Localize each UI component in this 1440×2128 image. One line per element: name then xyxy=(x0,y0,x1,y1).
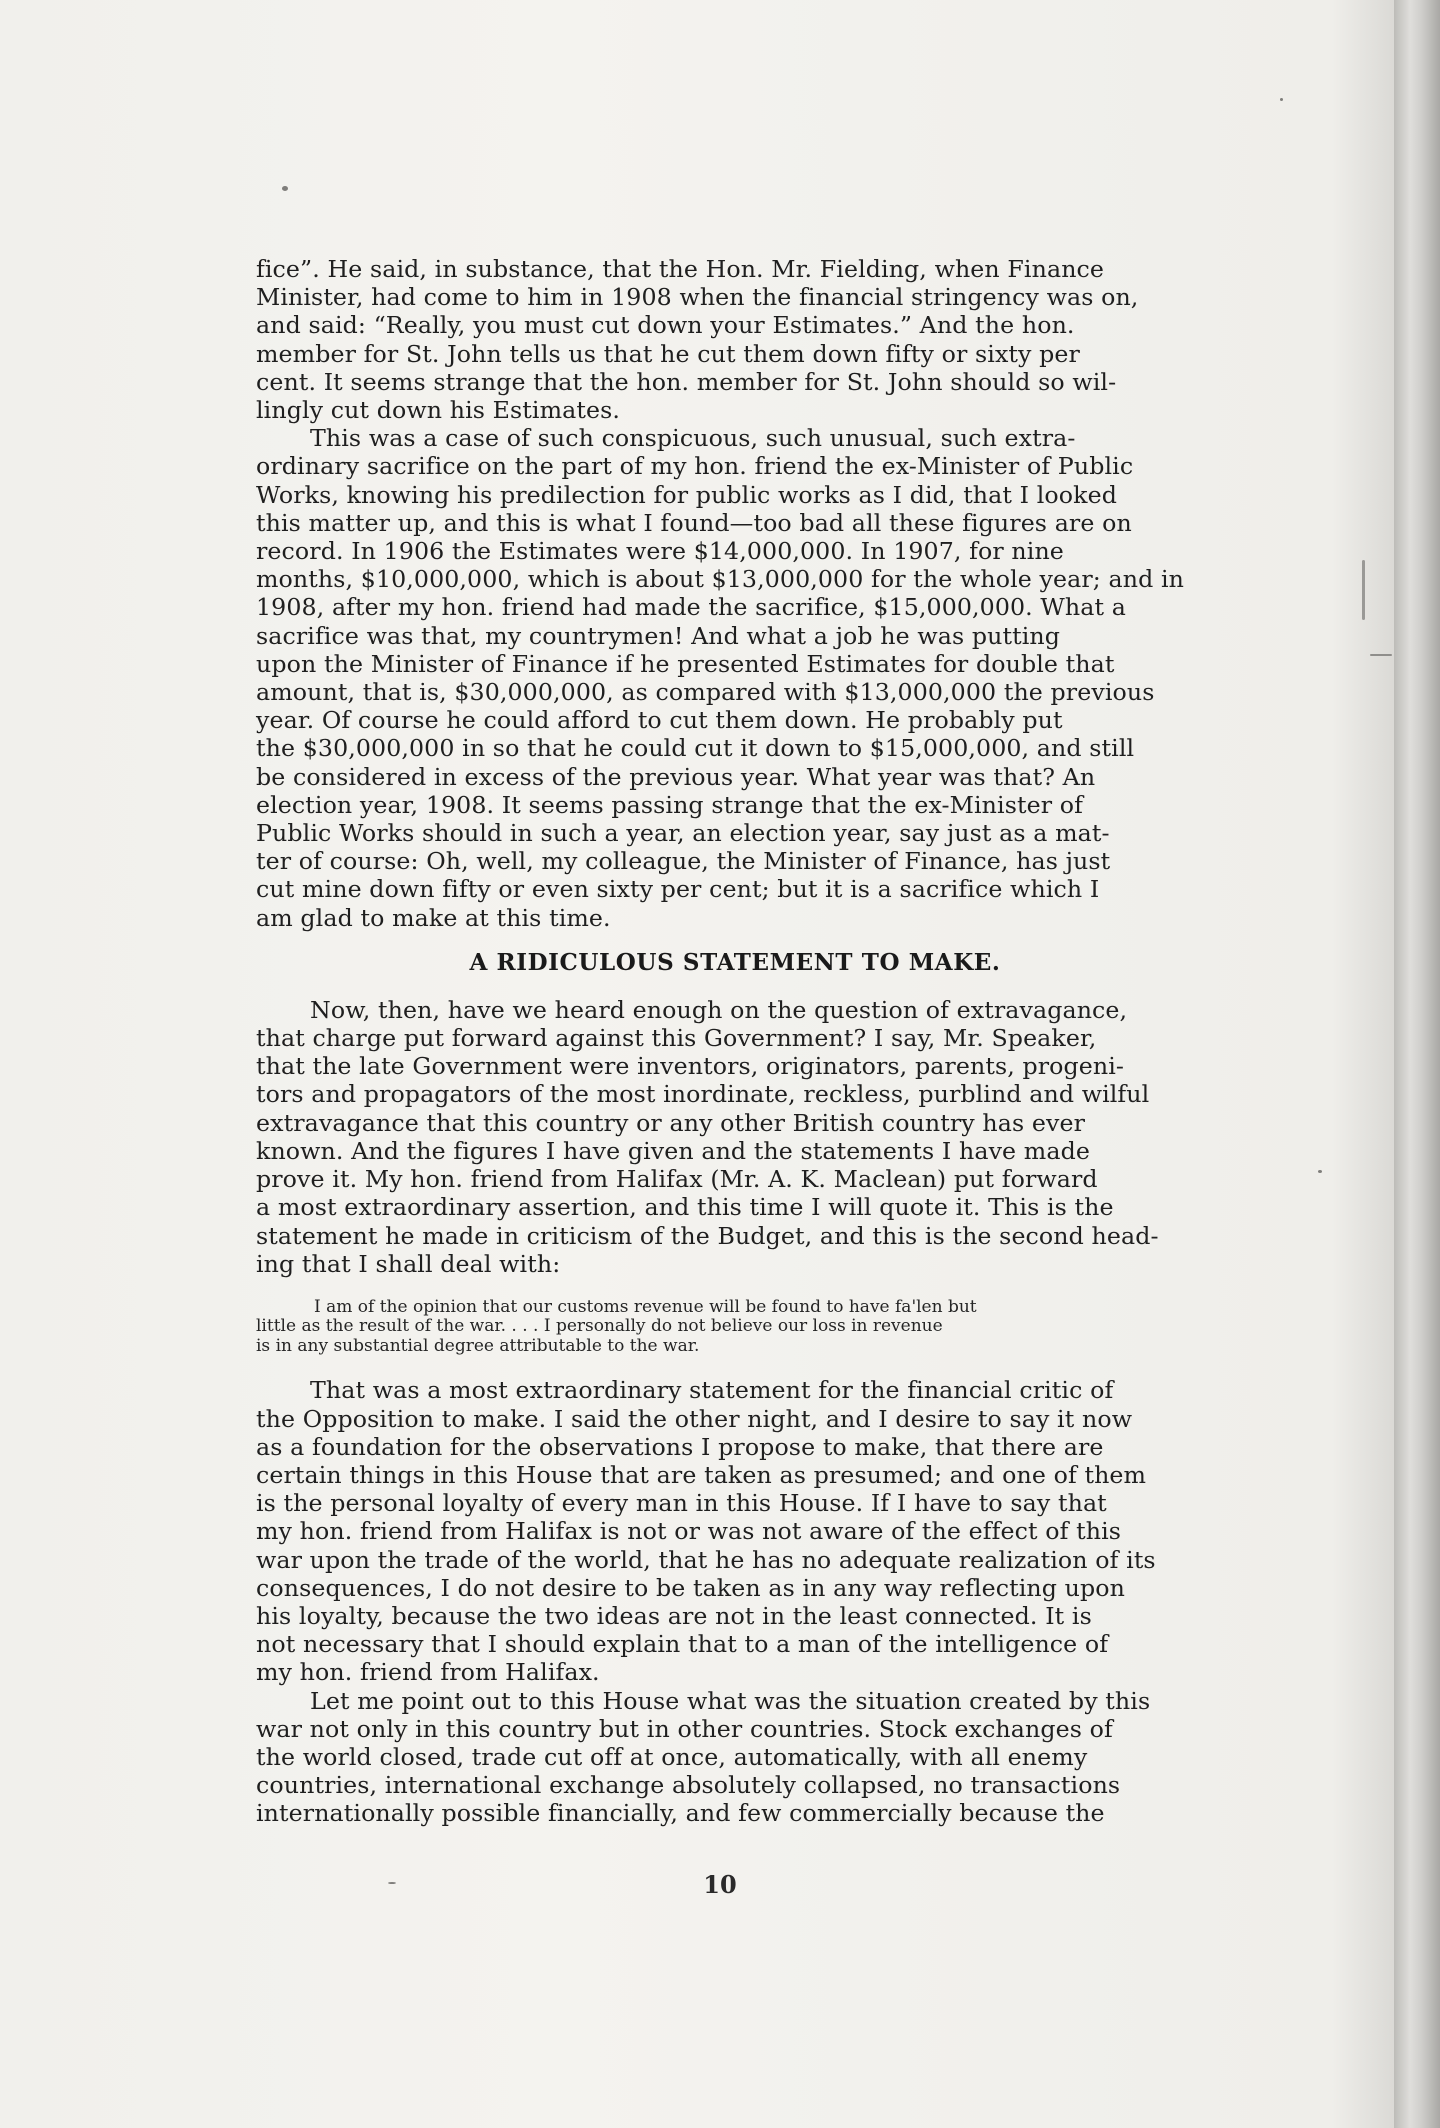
body-paragraph: Let me point out to this House what was the situation created by this war not only in this country but in other countries. Stock exchanges of the world closed, trade cut off at once, automatically, with all enemy countries, international exchange absolutely collapsed, no transactions internationally possible financially, and few commercially because the xyxy=(256,1686,1151,1828)
body-paragraph: That was a most extraordinary statement for the financial critic of the Opposition to make. I said the other night, and I desire to say it now as a foundation for the observations I propose to make, that there are certain things in this House that are taken as presumed; and one of them is the personal loyalty of every man in this House. If I have to say that my hon. friend from Halifax is not or was not aware of the effect of this war upon the trade of the world, that he has no adequate realization of its consequences, I do not desire to be taken as in any way reflecting upon his loyalty, because the two ideas are not in the least connected. It is not necessary that I should explain that to a man of the intelligence of my hon. friend from Halifax. xyxy=(256,1376,1156,1687)
body-paragraph: This was a case of such conspicuous, such unusual, such extra- ordinary sacrifice on the part of my hon. friend the ex-Minister of Public Works, knowing his predilection for public works as I did, that I looked this matter up, and this is what I found—too bad all these figures are on record. In 1906 the Estimates were $14,000,000. In 1907, for nine months, $10,000,000, which is about $13,000,000 for the whole year; and in 1908, after my hon. friend had made the sacrifice, $15,000,000. What a sacrifice was that, my countrymen! And what a job he was putting upon the Minister of Finance if he presented Estimates for double that amount, that is, $30,000,000, as compared with $13,000,000 the previous year. Of course he could afford to cut them down. He probably put the $30,000,000 in so that he could cut it down to $15,000,000, and still be considered in excess of the previous year. What year was that? An election year, 1908. It seems passing strange that the ex-Minister of Public Works should in such a year, an election year, say just as a mat- ter of course: Oh, well, my colleague, the Minister of Finance, has just cut mine down fifty or even sixty per cent; but it is a sacrifice which I am glad to make at this time. xyxy=(256,424,1184,932)
body-paragraph: Now, then, have we heard enough on the question of extravagance, that charge put forward against this Government? I say, Mr. Speaker, that the late Government were inventors, originators, parents, progeni- tors and propagators of the most inordinate, reckless, purblind and wilful extravagance that this country or any other British country has ever known. And the figures I have given and the statements I have made prove it. My hon. friend from Halifax (Mr. A. K. Maclean) put forward a most extraordinary assertion, and this time I will quote it. This is the statement he made in criticism of the Budget, and this is the second head- ing that I shall deal with: xyxy=(256,995,1159,1278)
paper-speck xyxy=(282,186,288,191)
text-column xyxy=(256,255,1214,1828)
page-number: 10 xyxy=(703,1870,737,1899)
body-paragraph: fice”. He said, in substance, that the Hon. Mr. Fielding, when Finance Minister, had come to him in 1908 when the financial stringency was on, and said: “Really, you must cut down your Estimates.” And the hon. member for St. John tells us that he cut them down fifty or sixty per cent. It seems strange that the hon. member for St. John should so wil- lingly cut down his Estimates. xyxy=(256,255,1139,425)
paper-speck xyxy=(1318,1170,1322,1173)
paper-speck xyxy=(1280,98,1283,101)
section-heading: A RIDICULOUS STATEMENT TO MAKE. xyxy=(469,948,1001,976)
block-quote: I am of the opinion that our customs revenue will be found to have fa'len but little as the result of the war. . . . I personally do not believe our loss in revenue is in any substantial degree attributable to the war. xyxy=(256,1296,977,1356)
paper-speck xyxy=(1362,560,1365,620)
paper-speck xyxy=(1370,654,1392,656)
page-binding-edge xyxy=(1394,0,1440,2128)
